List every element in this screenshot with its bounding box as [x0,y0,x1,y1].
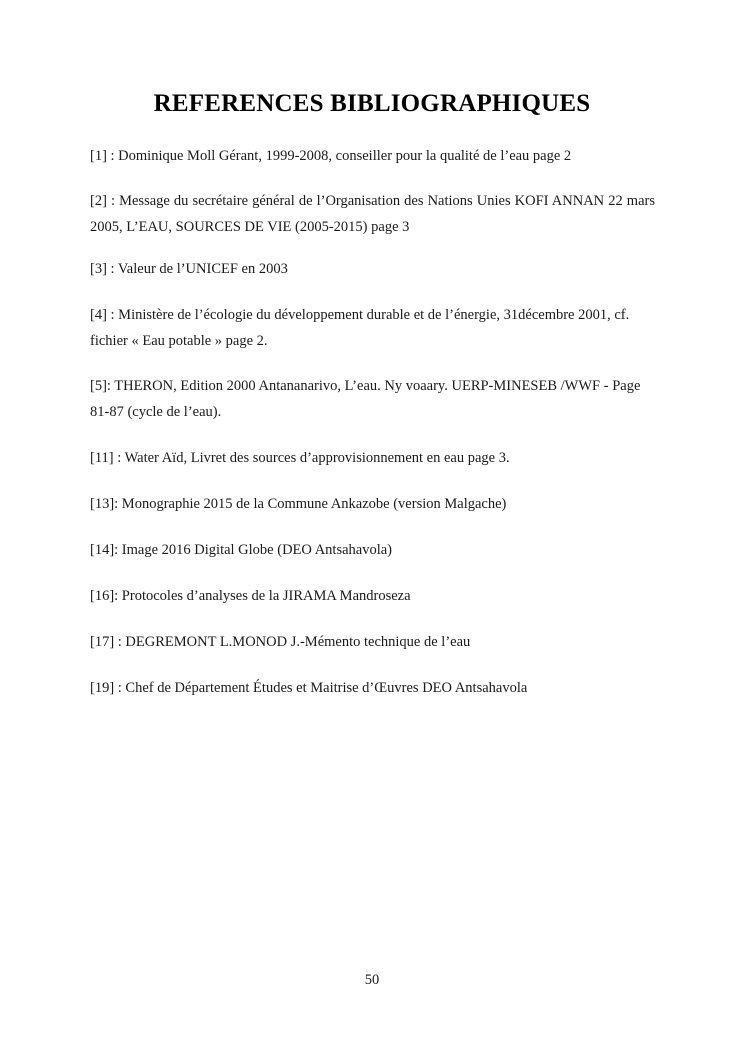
page-title: REFERENCES BIBLIOGRAPHIQUES [153,90,591,117]
page-number: 50 [364,972,380,988]
reference-4: [4] : Ministère de l’écologie du développement durable et de l’énergie, 31décembre 2001, cf. fichier « Eau potable » page 2. [90,307,630,349]
reference-3: [3] : Valeur de l’UNICEF en 2003 [90,261,288,277]
reference-1: [1] : Dominique Moll Gérant, 1999-2008, conseiller pour la qualité de l’eau page 2 [90,148,572,164]
reference-14: [14]: Image 2016 Digital Globe (DEO Antsahavola) [90,542,393,558]
reference-2: [2] : Message du secrétaire général de l’Organisation des Nations Unies KOFI ANNAN 22 mars 2005, L’EAU, SOURCES DE VIE (2005-2015) page 3 [90,193,655,235]
reference-11: [11] : Water Aïd, Livret des sources d’approvisionnement en eau page 3. [90,450,510,466]
reference-13: [13]: Monographie 2015 de la Commune Ankazobe (version Malgache) [90,496,507,512]
reference-17: [17] : DEGREMONT L.MONOD J.-Mémento technique de l’eau [90,634,471,650]
reference-16: [16]: Protocoles d’analyses de la JIRAMA Mandroseza [90,588,411,604]
reference-19: [19] : Chef de Département Études et Maitrise d’Œuvres DEO Antsahavola [90,680,528,696]
reference-5: [5]: THERON, Edition 2000 Antananarivo, L’eau. Ny voaary. UERP-MINESEB /WWF - Page 81-87 (cycle de l’eau). [90,378,641,420]
